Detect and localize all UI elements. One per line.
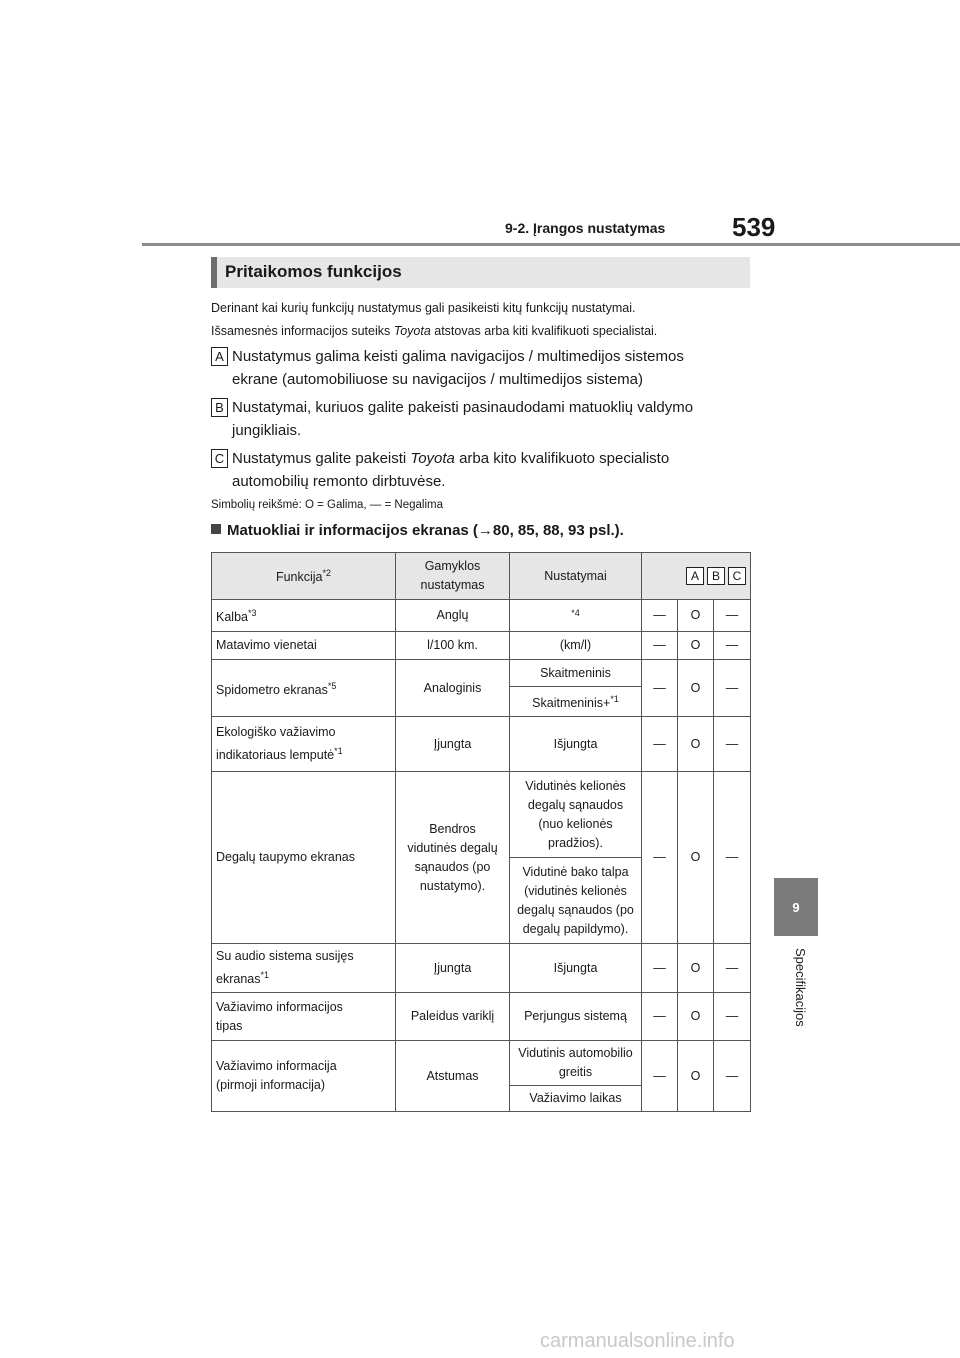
settings-table [211,552,751,1112]
table-row: Važiavimo informacijos tipas Paleidus variklį Perjungus sistemą — O — [212,993,751,1041]
chapter-number: 9 [792,899,800,915]
option-b [211,396,751,442]
intro-line-1: Derinant kai kurių funkcijų nustatymus gali pasikeisti kitų funkcijų nustatymai. [211,301,636,315]
table-row: Spidometro ekranas$^{*5}$ Analoginis Skaitmeninis — O — [212,660,751,687]
table-row: Kalba$^{*3}$ Anglų $^{*4}$ — O — [212,600,751,632]
table-row: Su audio sistema susijęs ekranas$^{*1}$ Įjungta Išjungta — O — [212,944,751,993]
header-abc [642,553,751,600]
header-badge-c: C [728,567,746,585]
table-row: Matavimo vienetai l/100 km. (km/l) — O — [212,632,751,660]
header-default: Gamyklos nustatymas [396,553,510,600]
table-row: Važiavimo informacija (pirmoji informacija) Atstumas Vidutinis automobilio greitis — O — [212,1041,751,1086]
section-heading-bar [211,257,750,288]
option-c [211,447,751,493]
header-badge-b: B [707,567,725,585]
option-c-line-1: Nustatymus galite pakeisti Toyota arba kito kvalifikuoto specialisto [232,450,670,467]
option-a-line-1: Nustatymus galima keisti galima navigacijos / multimedijos sistemos [232,348,684,365]
section-title: Pritaikomos funkcijos [225,262,402,281]
option-b-line-2: jungikliais. [232,422,302,439]
intro-line-2: Išsamesnės informacijos suteiks Toyota atstovas arba kiti kvalifikuoti specialistai. [211,324,658,338]
header-rule [142,243,960,246]
header-badge-a: A [686,567,704,585]
table-row: Skaitmeninis+$^{*1}$ [212,687,751,717]
option-c-line-2: automobilių remonto dirbtuvėse. [232,473,446,490]
page-number: 539 [732,212,776,242]
table-header-row [212,553,751,600]
option-b-line-1: Nustatymai, kuriuos galite pakeisti pasinaudodami matuoklių valdymo [232,399,694,416]
header-settings: Nustatymai [510,553,642,600]
symbol-legend: Simbolių reikšmė: O = Galima, — = Negalima [211,499,443,511]
option-a-badge: A [211,347,228,366]
table-row: Degalų taupymo ekranas Bendros vidutinės degalų sąnaudos (po nustatymo). Vidutinės kelionės degalų sąnaudos (nuo kelionės pradžios). — O — [212,772,751,858]
table-row: Vidutinė bako talpa (vidutinės kelionės degalų sąnaudos (po degalų papildymo). [212,858,751,944]
square-bullet-icon [211,524,221,534]
chapter-label: Specifikacijos [793,948,808,1027]
header-section-title: 9-2. Įrangos nustatymas [505,220,666,236]
watermark: carmanualsonline.info [540,1330,735,1352]
intro-text [211,297,771,343]
option-b-badge: B [211,398,228,417]
table-row: Ekologiško važiavimo indikatoriaus lemputė$^{*1}$ Įjungta Išjungta — O — [212,717,751,772]
section-heading-accent [211,257,217,288]
option-c-badge: C [211,449,228,468]
table-row: Važiavimo laikas [212,1086,751,1112]
option-a-line-2: ekrane (automobiliuose su navigacijos / multimedijos sistema) [232,371,644,388]
subheading: Matuokliai ir informacijos ekranas (→80, 85, 88, 93 psl.). [211,522,624,539]
chapter-tab [774,878,818,936]
option-a [211,345,751,391]
header-function: Funkcija$^{*2}$ [212,553,396,600]
